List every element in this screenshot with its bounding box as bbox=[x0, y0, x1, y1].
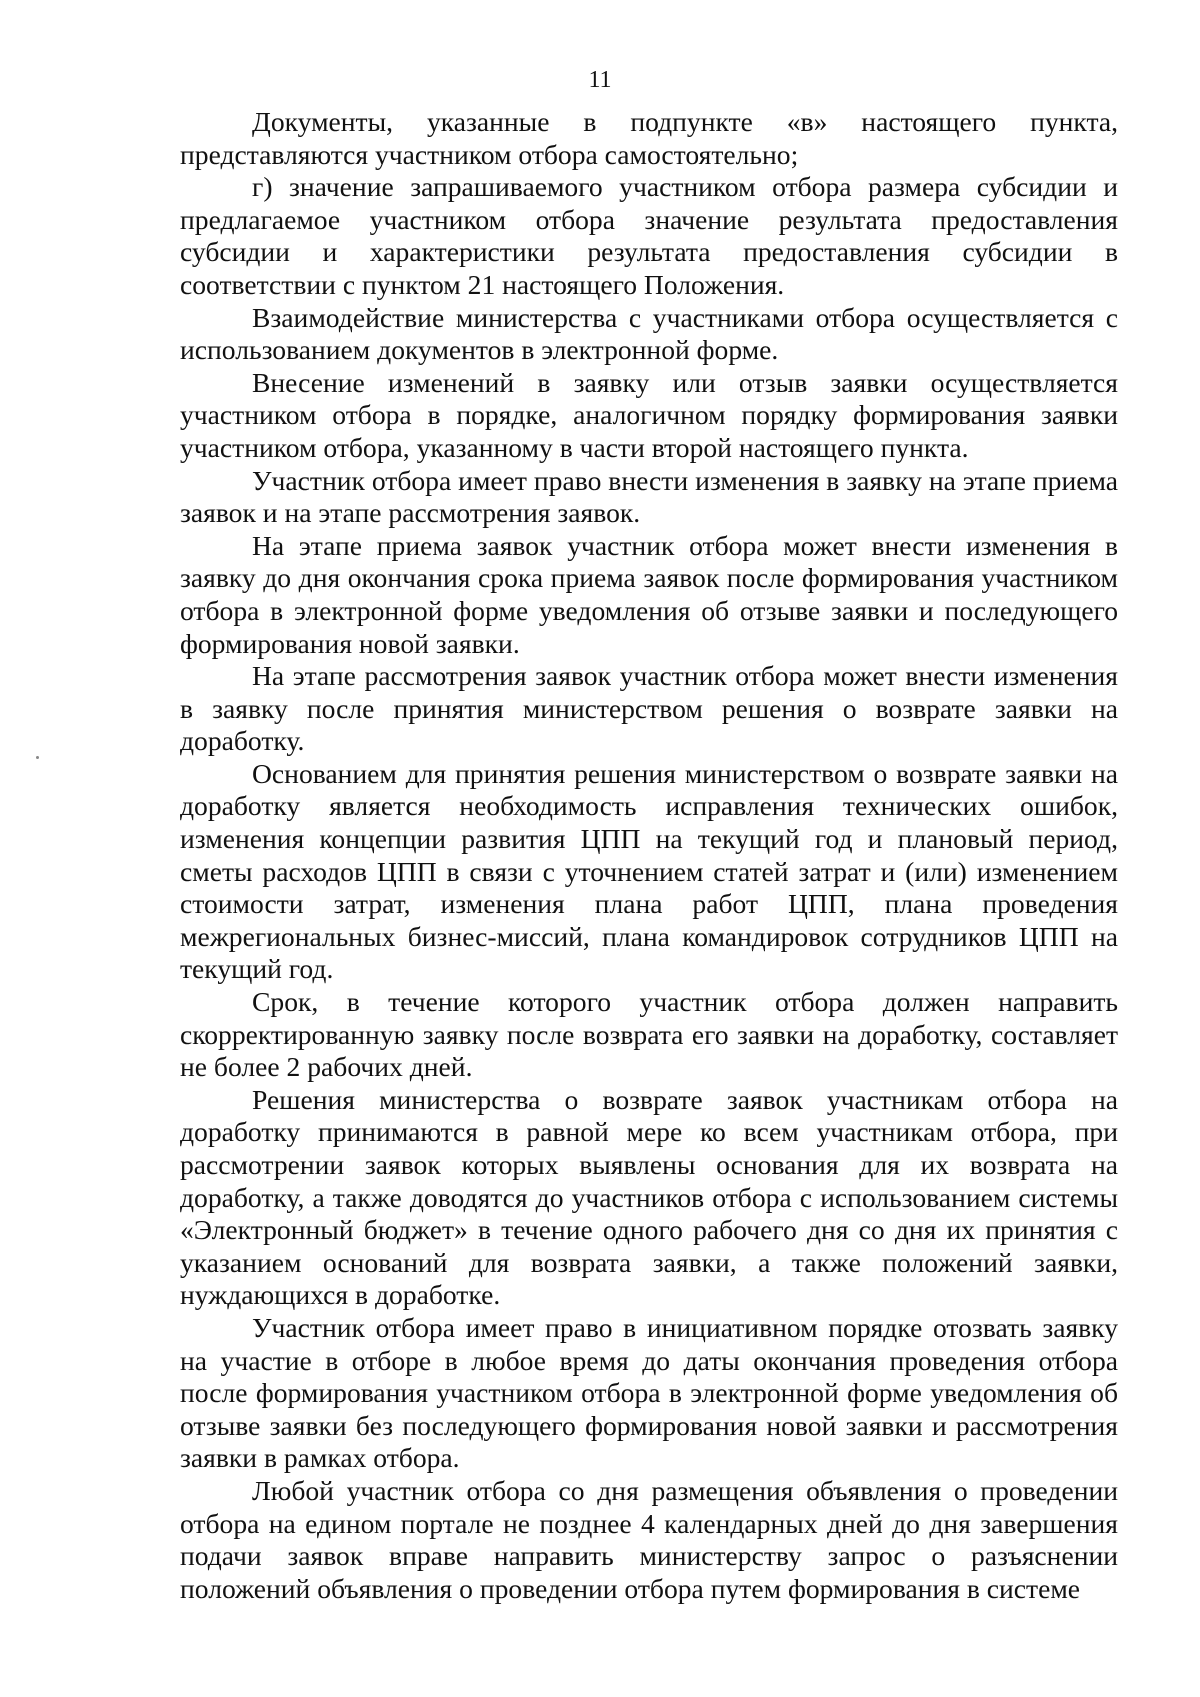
paragraph-right-to-change: Участник отбора имеет право внести изменения в заявку на этапе приема заявок и на этапе рассмотрения заявок. bbox=[180, 464, 1118, 529]
paragraph-clarification-request: Любой участник отбора со дня размещения объявления о проведении отбора на едином портале не позднее 4 календарных дней до дня завершения подачи заявок вправе направить министерству запрос о разъяснении положений объявления о проведении отбора путем формирования в системе bbox=[180, 1474, 1118, 1604]
paragraph-documents-submission: Документы, указанные в подпункте «в» настоящего пункта, представляются участником отбора самостоятельно; bbox=[180, 106, 1118, 170]
paragraph-return-decisions: Решения министерства о возврате заявок участникам отбора на доработку принимаются в равной мере ко всем участникам отбора, при рассмотрении заявок которых выявлены основания для их возврата на доработку, а также доводятся до участников отбора с использованием системы «Электронный бюджет» в течение одного рабочего дня со дня их принятия с указанием оснований для возврата заявки, а также положений заявки, нуждающихся в доработке. bbox=[180, 1083, 1118, 1311]
paragraph-review-stage: На этапе рассмотрения заявок участник отбора может внести изменения в заявку после принятия министерством решения о возврате заявки на доработку. bbox=[180, 660, 1118, 757]
page-number: 11 bbox=[588, 67, 612, 93]
paragraph-withdrawal: Участник отбора имеет право в инициативном порядке отозвать заявку на участие в отборе в любое время до даты окончания проведения отбора после формирования участником отбора в электронной форме уведомления об отзыве заявки без последующего формирования новой заявки и рассмотрения заявки в рамках отбора. bbox=[180, 1311, 1118, 1474]
paragraph-subsidy-value: г) значение запрашиваемого участником отбора размера субсидии и предлагаемое участником отбора значение результата предоставления субсидии и характеристики результата предоставления субсидии в соответствии с пунктом 21 настоящего Положения. bbox=[180, 171, 1118, 300]
paragraph-return-grounds: Основанием для принятия решения министерством о возврате заявки на доработку является необходимость исправления технических ошибок, изменения концепции развития ЦПП на текущий год и плановый период, сметы расходов ЦПП в связи с уточнением статей затрат и (или) изменением стоимости затрат, изменения плана работ ЦПП, плана проведения межрегиональных бизнес-миссий, плана командировок сотрудников ЦПП на текущий год. bbox=[180, 757, 1118, 985]
paragraph-interaction: Взаимодействие министерства с участниками отбора осуществляется с использованием документов в электронной форме. bbox=[180, 301, 1118, 366]
scan-artifact bbox=[36, 756, 39, 759]
paragraph-acceptance-stage: На этапе приема заявок участник отбора может внести изменения в заявку до дня окончания срока приема заявок после формирования участником отбора в электронной форме уведомления об отзыве заявки и последующего формирования новой заявки. bbox=[180, 529, 1118, 659]
paragraph-application-changes: Внесение изменений в заявку или отзыв заявки осуществляется участником отбора в порядке, аналогичном порядку формирования заявки участником отбора, указанному в части второй настоящего пункта. bbox=[180, 366, 1118, 463]
paragraph-correction-deadline: Срок, в течение которого участник отбора должен направить скорректированную заявку после возврата его заявки на доработку, составляет не более 2 рабочих дней. bbox=[180, 986, 1118, 1083]
document-body bbox=[180, 106, 1118, 1605]
